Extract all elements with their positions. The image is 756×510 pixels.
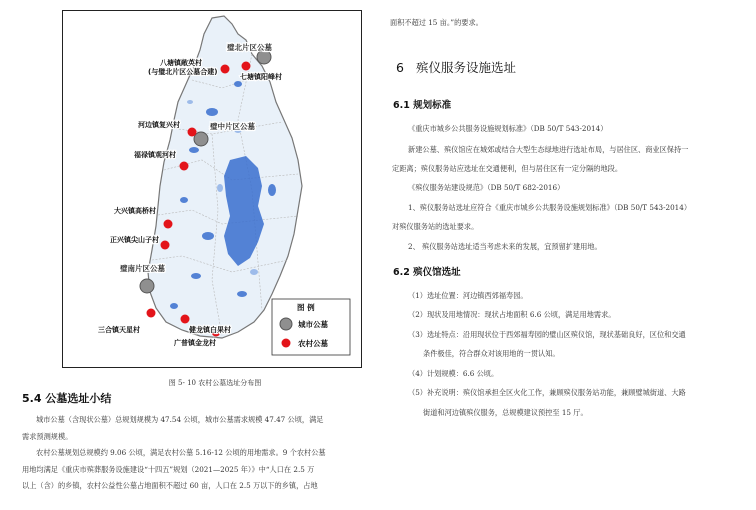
legend-city-label: 城市公墓 [298,320,328,329]
list-item: （2）现状及用地情况：现状占地面积 6.6 公顷，满足用地需求。 [408,310,616,319]
label-rural-sanhe: 三合镇天星村 [98,326,140,334]
section-heading-6-2: 6.2 殡仪馆选址 [393,267,461,278]
section-5-4-body [22,412,368,495]
figure-caption: 图 5- 10 农村公墓选址分布图 [168,379,262,387]
label-city-south: 璧南片区公墓 [120,264,165,273]
label-rural-hebian: 河边镇复兴村 [138,121,180,129]
paragraph-line: 用地均满足《重庆市殡葬服务设施建设“十四五”规划（2021—2025 年）》中“人口在 2.5 万 [22,464,315,474]
label-city-central: 璧中片区公墓 [210,122,255,131]
list-item: （5）补充说明：殡仪馆承担全区火化工作，兼顾殡仪服务站功能，兼顾璧城街道、大路 [408,388,686,397]
section-heading-6-1: 6.1 规划标准 [393,100,452,111]
paragraph-line: 以上（含）的乡镇，农村公益性公墓占地面积不超过 60 亩，人口在 2.5 万以下的乡镇，占地 [22,481,318,491]
label-rural-daxing: 大兴镇高桥村 [114,207,156,215]
city-cemetery-marker-north [257,50,271,64]
legend-title: 图 例 [297,303,315,312]
rural-cemetery-marker-fulu [180,162,189,171]
label-rural-fulu: 福禄镇观河村 [134,151,176,159]
label-city-north: 璧北片区公墓 [227,43,272,52]
list-item: 街道和河边镇殡仪服务，总规模建议预控至 15 厅。 [423,408,588,417]
rural-cemetery-marker-hebian [188,128,197,137]
legend-rural-symbol [282,339,291,348]
list-item: （1）选址位置：河边镇西郊福寿园。 [408,291,528,300]
chapter-title: 殡仪服务设施选址 [415,60,516,75]
continued-text: 面积不超过 15 亩。”的要求。 [390,18,483,27]
standard-2-text: 1、殡仪服务站选址应符合《重庆市城乡公共服务设施规划标准》（DB 50/T 543-2014） [408,203,692,212]
label-rural-bata: 八塘镇敞英村 [160,59,202,67]
label-rural-jianlong: 健龙镇白果村 [189,326,231,334]
rural-cemetery-marker-bata [221,65,230,74]
label-rural-guangpu: 广普镇金龙村 [174,339,216,347]
standard-1-text: 新建公墓、殡仪馆应在城郊或结合大型生态绿地进行选址布局，与居住区、商业区保持一 [408,145,689,154]
label-rural-zhengxing: 正兴镇尖山子村 [110,236,159,244]
rural-cemetery-marker-sanhe [147,309,156,318]
label-rural-qitang: 七塘镇阳峰村 [240,73,282,81]
legend-rural-label: 农村公墓 [298,339,328,348]
standard-2-text: 2、 殡仪服务站选址适当考虑未来的发展，宜预留扩建用地。 [408,242,602,251]
city-cemetery-marker-south [140,279,154,293]
legend-city-symbol [280,318,292,330]
rural-cemetery-marker-qitang [242,62,251,71]
paragraph-line: 农村公墓规划总规模约 9.06 公顷，满足农村公墓 5.16-12 公顷的用地需求。9 个农村公墓 [36,448,326,458]
standard-1-title: 《重庆市城乡公共服务设施规划标准》（DB 50/T 543-2014） [408,124,608,133]
chapter-number: 6 [396,60,404,75]
paragraph-line: 城市公墓（含现状公墓）总规划规模为 47.54 公顷，城市公墓需求规模 47.47 公顷，满足 [36,415,324,424]
map-svg [62,10,362,368]
section-heading-5-4: 5.4 公墓选址小结 [22,392,112,405]
list-item: （3）选址特点：沿用现状位于西郊福寿园的璧山区殡仪馆，现状基础良好，区位和交通 [408,330,686,339]
standard-1-text: 定距离；殡仪服务站应选址在交通便利，但与居住区有一定分隔的地段。 [392,164,623,173]
map-legend [272,299,350,355]
standard-2-title: 《殡仪服务站建设规范》（DB 50/T 682-2016） [408,183,565,192]
cemetery-distribution-map [62,10,362,368]
list-item: 条件极佳，符合群众对该用地的一贯认知。 [423,349,560,358]
list-item: （4）计划规模：6.6 公顷。 [408,369,499,378]
standard-2-text: 对殡仪服务站的选址要求。 [392,222,479,231]
paragraph-line: 需求预测规模。 [22,431,73,441]
rural-cemetery-marker-zhengxing [161,241,170,250]
city-cemetery-marker-central [194,132,208,146]
rural-cemetery-marker-daxing [164,220,173,229]
chapter-heading-6 [396,58,516,76]
rural-cemetery-marker-jianlong [181,315,190,324]
label-rural-bata-note: (与璧北片区公墓合建) [148,68,218,76]
